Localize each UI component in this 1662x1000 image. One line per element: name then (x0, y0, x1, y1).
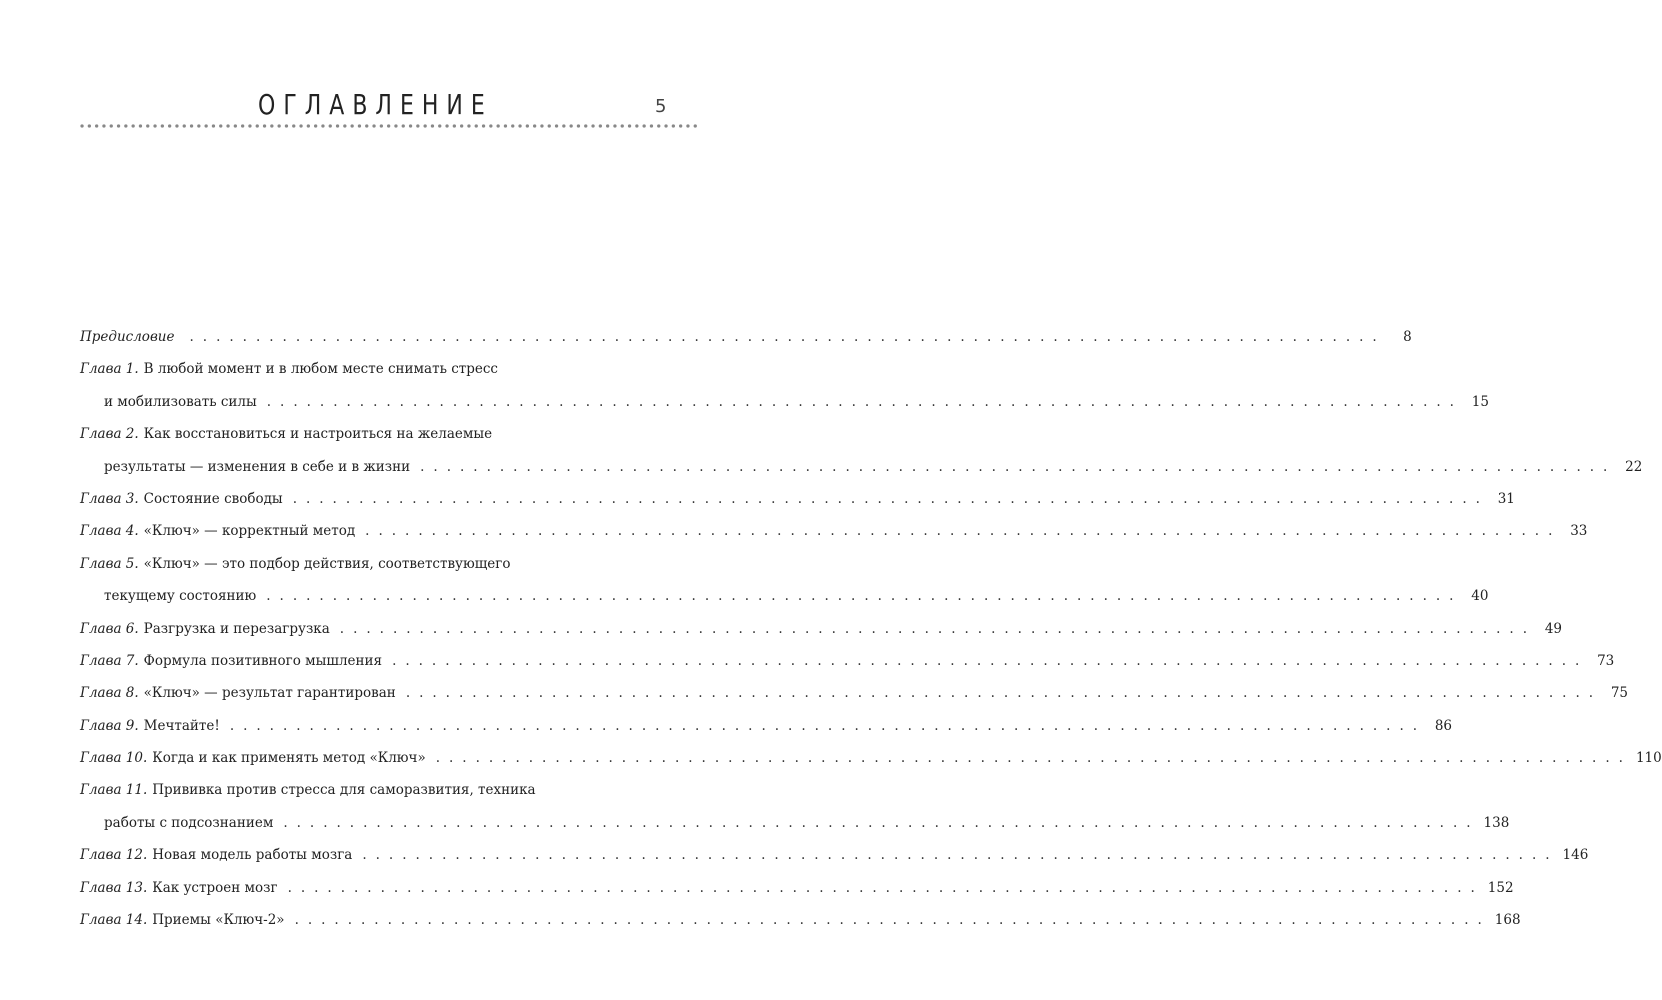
toc-entry-chapter-11[interactable] (80, 774, 615, 806)
chapter-title: Прививка против стресса для саморазвития, техника (152, 782, 536, 799)
toc-entry-page: 146 (1562, 847, 1589, 864)
chapter-label: Глава 7. (80, 652, 139, 669)
toc-entry-chapter-2[interactable] (80, 418, 615, 450)
dot-leader: .......................................................................................... (420, 458, 1617, 475)
chapter-title: Формула позитивного мышления (143, 652, 383, 669)
toc-entry-page: 33 (1570, 523, 1588, 540)
chapter-title: Мечтайте! (143, 717, 220, 734)
chapter-label: Глава 4. (80, 523, 139, 540)
toc-entry-chapter-8[interactable] (80, 677, 1629, 709)
header-dotted-rule (80, 120, 702, 132)
dot-leader: .......................................................................................... (365, 523, 1562, 540)
dot-leader: .......................................................................................... (189, 329, 1386, 345)
dot-leader: .......................................................................................... (392, 652, 1589, 669)
chapter-label: Глава 12. (80, 847, 148, 864)
chapter-label: Глава 14. (80, 912, 148, 929)
page-number: 5 (655, 96, 667, 117)
toc-entry-chapter-1-cont[interactable] (80, 386, 1489, 418)
chapter-label: Глава 11. (80, 782, 148, 799)
toc-entry-chapter-14[interactable] (80, 904, 1521, 936)
chapter-title: «Ключ» — корректный метод (143, 523, 356, 540)
toc-entry-chapter-6[interactable] (80, 613, 1563, 645)
chapter-title-cont: работы с подсознанием (104, 814, 274, 831)
toc-entry-chapter-5[interactable] (80, 548, 615, 580)
chapter-label: Глава 1. (80, 361, 139, 378)
toc-entry-page: 49 (1544, 620, 1563, 637)
dot-leader: .......................................................................................... (292, 490, 1489, 507)
chapter-title: Как устроен мозг (152, 879, 278, 896)
dot-leader: .......................................................................................... (435, 750, 1632, 767)
toc-entry-chapter-2-cont[interactable] (80, 451, 1643, 483)
dot-leader: .......................................................................................... (405, 685, 1603, 702)
toc-entry-chapter-3[interactable] (80, 483, 1515, 515)
chapter-title: «Ключ» — это подбор действия, соответствующего (143, 555, 511, 572)
toc-entry-page: 73 (1597, 652, 1615, 669)
toc-entry-page: 110 (1635, 750, 1662, 767)
dot-leader: .......................................................................................... (362, 847, 1559, 864)
toc-entry-chapter-4[interactable] (80, 515, 1588, 547)
chapter-label: Глава 3. (80, 490, 139, 507)
chapter-label: Глава 6. (80, 620, 139, 637)
chapter-title-cont: текущему состоянию (104, 588, 257, 605)
chapter-label: Глава 9. (80, 717, 139, 734)
chapter-label: Глава 10. (80, 750, 148, 767)
dot-leader: .......................................................................................... (339, 620, 1537, 637)
dot-leader: .......................................................................................... (266, 588, 1463, 605)
dot-leader: .......................................................................................... (294, 912, 1491, 929)
chapter-title: Новая модель работы мозга (152, 847, 353, 864)
toc-entry-page: 22 (1625, 458, 1643, 475)
table-of-contents (80, 321, 1662, 936)
dot-leader: .......................................................................................... (229, 717, 1427, 734)
dot-leader: .......................................................................................... (283, 814, 1480, 831)
toc-entry-chapter-11-cont[interactable] (80, 807, 1510, 839)
chapter-label: Глава 13. (80, 879, 148, 896)
toc-entry-page: 168 (1494, 912, 1521, 929)
chapter-title: Как восстановиться и настроиться на желаемые (143, 426, 493, 443)
page-header-title: ОГЛАВЛЕНИЕ (258, 90, 493, 122)
toc-entry-page: 75 (1610, 685, 1629, 702)
toc-entry-chapter-12[interactable] (80, 839, 1589, 871)
toc-entry-title: Предисловие (80, 329, 175, 345)
toc-entry-page: 86 (1434, 717, 1453, 734)
toc-entry-page: 138 (1483, 814, 1510, 831)
toc-entry-chapter-9[interactable] (80, 710, 1453, 742)
toc-entry-chapter-5-cont[interactable] (80, 580, 1489, 612)
chapter-title: Когда и как применять метод «Ключ» (152, 750, 426, 767)
dot-leader: .......................................................................................... (287, 879, 1484, 896)
chapter-title: Состояние свободы (143, 490, 283, 507)
chapter-label: Глава 8. (80, 685, 139, 702)
toc-entry-page: 152 (1487, 879, 1514, 896)
chapter-label: Глава 2. (80, 426, 139, 443)
toc-entry-chapter-10[interactable] (80, 742, 1662, 774)
toc-entry-page: 31 (1497, 490, 1515, 507)
chapter-title: В любой момент и в любом месте снимать стресс (143, 361, 498, 378)
toc-entry-chapter-13[interactable] (80, 872, 1514, 904)
toc-entry-chapter-7[interactable] (80, 645, 1615, 677)
chapter-title-cont: результаты — изменения в себе и в жизни (104, 458, 411, 475)
chapter-title-cont: и мобилизовать силы (104, 393, 257, 410)
toc-entry-preface[interactable] (80, 321, 1412, 353)
toc-entry-chapter-1[interactable] (80, 353, 615, 385)
dot-leader: .......................................................................................... (266, 393, 1463, 410)
chapter-title: Разгрузка и перезагрузка (143, 620, 330, 637)
toc-entry-page: 8 (1403, 329, 1412, 345)
chapter-label: Глава 5. (80, 555, 139, 572)
toc-entry-page: 40 (1471, 588, 1489, 605)
chapter-title: Приемы «Ключ-2» (152, 912, 285, 929)
chapter-title: «Ключ» — результат гарантирован (143, 685, 396, 702)
toc-entry-page: 15 (1471, 393, 1489, 410)
